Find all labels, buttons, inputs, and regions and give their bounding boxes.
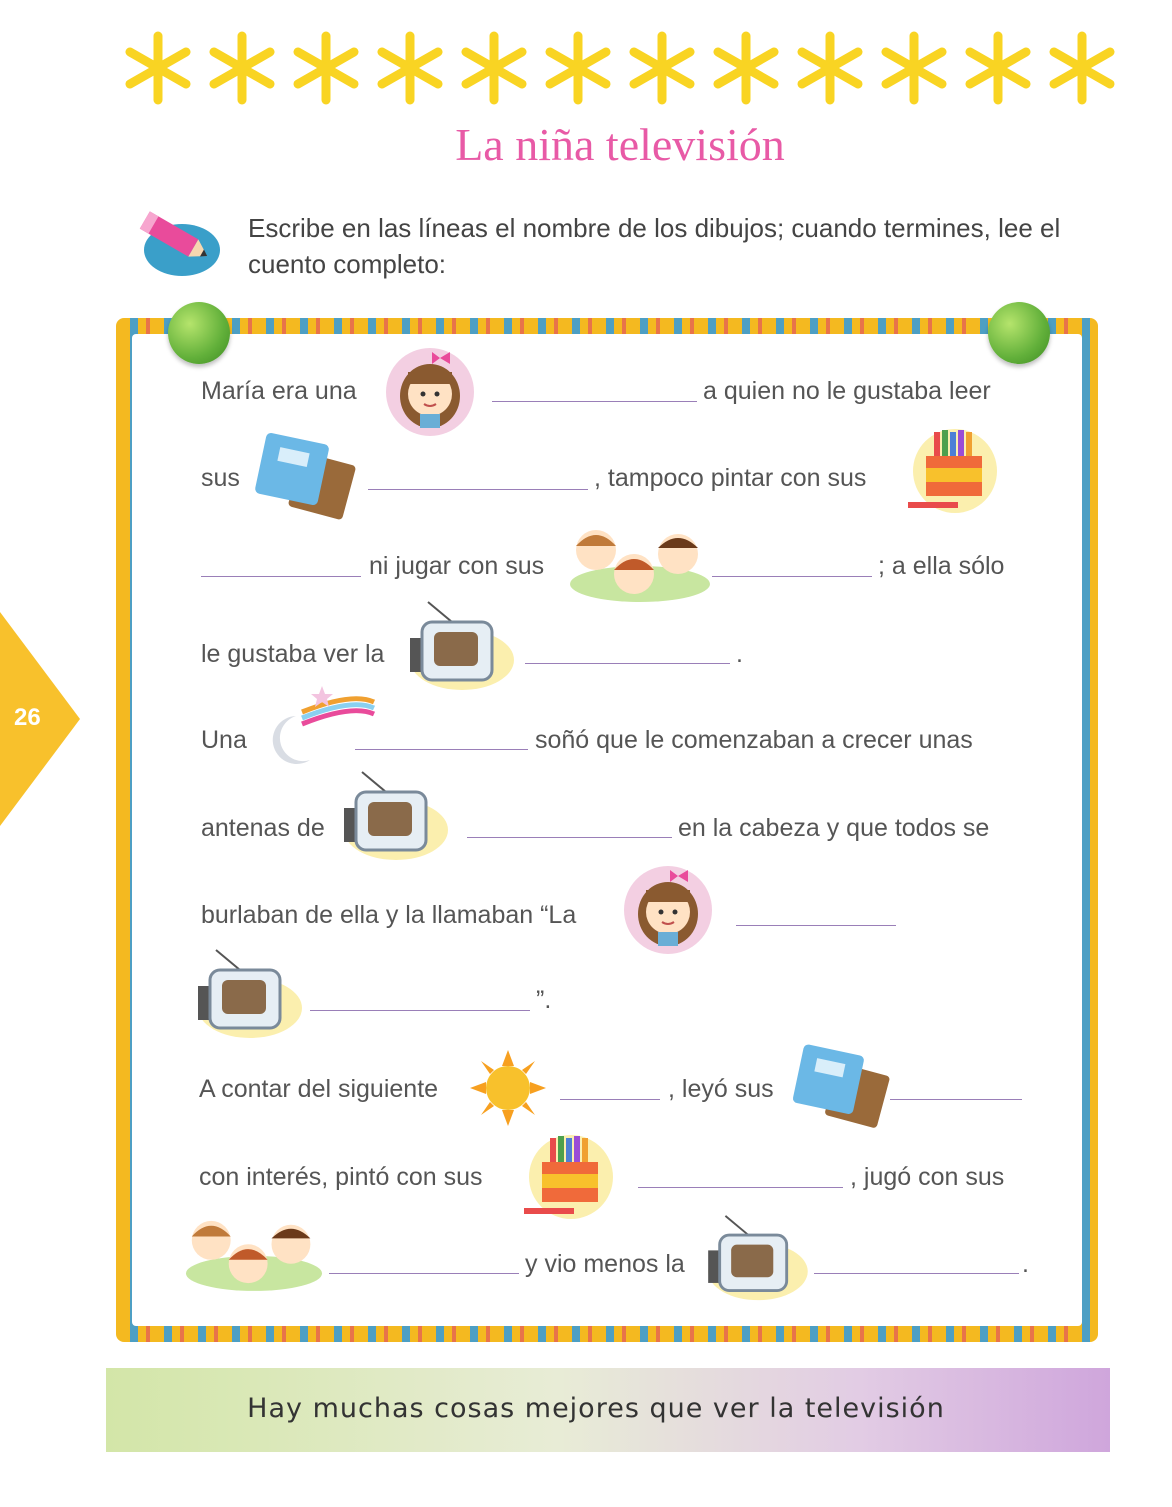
asterisk-star-icon — [706, 28, 786, 108]
friends-icon — [568, 522, 712, 604]
instructions-text: Escribe en las líneas el nombre de los dibujos; cuando termines, lee el cuento completo: — [248, 213, 1061, 279]
asterisk-star-icon — [874, 28, 954, 108]
story-text: . — [736, 640, 743, 668]
story-text: le gustaba ver la — [201, 640, 385, 668]
story-text: , jugó con sus — [850, 1163, 1005, 1191]
answer-blank[interactable] — [525, 663, 730, 664]
story-text: soñó que le comenzaban a crecer unas — [535, 726, 973, 754]
story-text: sus — [201, 464, 240, 492]
asterisk-star-icon — [622, 28, 702, 108]
star-decoration-row — [118, 28, 1118, 108]
books-icon — [788, 1038, 890, 1134]
story-text: y vio menos la — [525, 1250, 685, 1278]
asterisk-star-icon — [370, 28, 450, 108]
story-text: ni jugar con sus — [369, 552, 545, 580]
crayons-icon — [516, 1130, 626, 1224]
answer-blank[interactable] — [638, 1187, 843, 1188]
asterisk-star-icon — [790, 28, 870, 108]
girl-icon — [622, 864, 714, 956]
answer-blank[interactable] — [814, 1273, 1019, 1274]
story-text: a quien no le gustaba leer — [703, 377, 991, 405]
green-pin-icon — [988, 302, 1050, 364]
answer-blank[interactable] — [890, 1099, 1022, 1100]
story-text: . — [1022, 1250, 1029, 1278]
story-text: Una — [201, 726, 247, 754]
page-number: 26 — [14, 704, 41, 731]
tv-icon — [406, 600, 516, 694]
asterisk-star-icon — [202, 28, 282, 108]
story-text: ; a ella sólo — [878, 552, 1005, 580]
green-pin-icon — [168, 302, 230, 364]
sun-icon — [470, 1050, 546, 1126]
story-text: antenas de — [201, 814, 325, 842]
crayons-icon — [900, 424, 1010, 518]
answer-blank[interactable] — [368, 489, 588, 490]
footer-message: Hay muchas cosas mejores que ver la televisión — [247, 1393, 945, 1424]
story-text: ”. — [536, 986, 552, 1014]
asterisk-star-icon — [286, 28, 366, 108]
answer-blank[interactable] — [355, 749, 528, 750]
story-text: con interés, pintó con sus — [199, 1163, 483, 1191]
story-text: , leyó sus — [668, 1075, 774, 1103]
answer-blank[interactable] — [201, 576, 361, 577]
tv-icon — [704, 1214, 810, 1304]
answer-blank[interactable] — [712, 576, 872, 577]
friends-icon — [184, 1212, 324, 1294]
asterisk-star-icon — [538, 28, 618, 108]
asterisk-star-icon — [1042, 28, 1122, 108]
books-icon — [250, 428, 356, 524]
page-title: La niña televisión — [455, 119, 785, 170]
tv-icon — [340, 770, 450, 864]
asterisk-star-icon — [958, 28, 1038, 108]
pencil-icon — [130, 198, 222, 282]
story-text: María era una — [201, 377, 357, 405]
asterisk-star-icon — [454, 28, 534, 108]
asterisk-star-icon — [118, 28, 198, 108]
story-text: A contar del siguiente — [199, 1075, 439, 1103]
answer-blank[interactable] — [736, 925, 896, 926]
answer-blank[interactable] — [467, 837, 672, 838]
story-text: burlaban de ella y la llamaban “La — [201, 901, 577, 929]
answer-blank[interactable] — [492, 401, 697, 402]
girl-icon — [384, 346, 476, 438]
story-text: , tampoco pintar con sus — [594, 464, 867, 492]
tv-icon — [194, 948, 304, 1042]
answer-blank[interactable] — [310, 1010, 530, 1011]
night-moon-icon — [262, 682, 378, 774]
answer-blank[interactable] — [560, 1099, 660, 1100]
story-text: en la cabeza y que todos se — [678, 814, 990, 842]
answer-blank[interactable] — [329, 1273, 519, 1274]
